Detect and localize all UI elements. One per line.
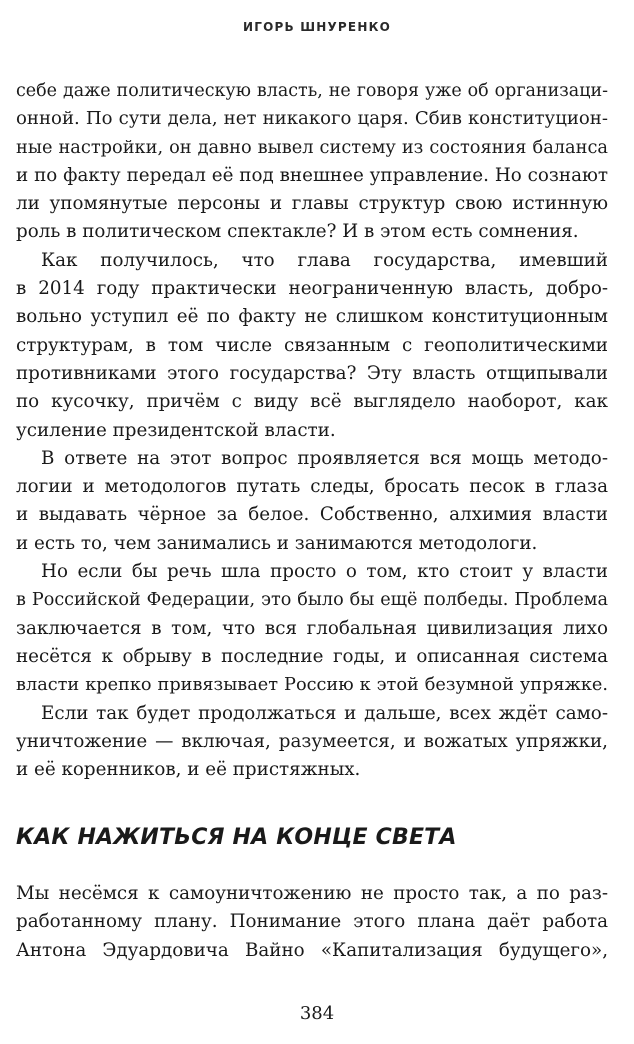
text-line: онной. По сути дела, нет никакого царя. Сбив конституцион- (16, 108, 608, 130)
text-line: Но если бы речь шла просто о том, кто стоит у власти (41, 561, 608, 583)
text-line: себе даже политическую власть, не говоря уже об организаци- (16, 81, 608, 101)
text-line: и выдавать чёрное за белое. Собственно, алхимия власти (16, 504, 608, 526)
text-line: Если так будет продолжаться и дальше, всех ждёт само- (41, 702, 608, 724)
text-line: вольно уступил её по факту не слишком конституционным (16, 306, 608, 328)
text-line: в 2014 году практически неограниченную власть, добро- (16, 278, 608, 300)
section-heading: КАК НАЖИТЬСЯ НА КОНЦЕ СВЕТА (16, 825, 457, 850)
text-line: логии и методологов путать следы, бросать песок в глаза (16, 476, 608, 498)
paragraph (16, 77, 608, 247)
section-body-text (16, 880, 608, 965)
text-line: Мы несёмся к самоуничтожению не просто так, а по раз- (16, 883, 608, 904)
text-line: в Российской Федерации, это было бы ещё полбеды. Проблема (16, 590, 608, 611)
text-line: уничтожение — включая, разумеется, и вожатых упряжки, (16, 730, 608, 752)
text-line: власти крепко привязывает Россию к этой безумной упряжке. (16, 675, 608, 696)
text-line: ные настройки, он давно вывел систему из состояния баланса (16, 137, 608, 158)
text-line: В ответе на этот вопрос проявляется вся мощь методо- (41, 447, 608, 469)
text-line: несётся к обрыву в последние годы, и описанная система (16, 645, 608, 667)
paragraph (16, 558, 608, 699)
text-line: противниками этого государства? Эту власть отщипывали (16, 362, 608, 384)
paragraph (16, 247, 608, 445)
text-line: и её коренников, и её пристяжных. (16, 759, 361, 781)
paragraph (16, 700, 608, 785)
paragraph (16, 880, 608, 965)
text-line: и есть то, чем занимались и занимаются методологи. (16, 532, 538, 554)
running-head: ИГОРЬ ШНУРЕНКО (243, 20, 391, 34)
paragraph (16, 445, 608, 558)
text-line: заключается в том, что вся глобальная цивилизация лихо (16, 617, 608, 639)
text-line: структурам, в том числе связанным с геополитическими (16, 334, 608, 356)
text-line: Антона Эдуардовича Вайно «Капитализация будущего», (16, 939, 608, 961)
page-number: 384 (299, 1003, 335, 1024)
text-line: по кусочку, причём с виду всё выглядело наоборот, как (16, 391, 608, 413)
text-line: усиление президентской власти. (16, 419, 336, 441)
text-line: роль в политическом спектакле? И в этом есть сомнения. (16, 221, 579, 243)
body-text-block (16, 77, 608, 784)
text-line: и по факту передал её под внешнее управление. Но сознают (16, 164, 608, 186)
text-line: ли упомянутые персоны и главы структур свою истинную (16, 193, 608, 215)
text-line: работанному плану. Понимание этого плана даёт работа (16, 911, 608, 933)
text-line: Как получилось, что глава государства, имевший (41, 249, 608, 271)
